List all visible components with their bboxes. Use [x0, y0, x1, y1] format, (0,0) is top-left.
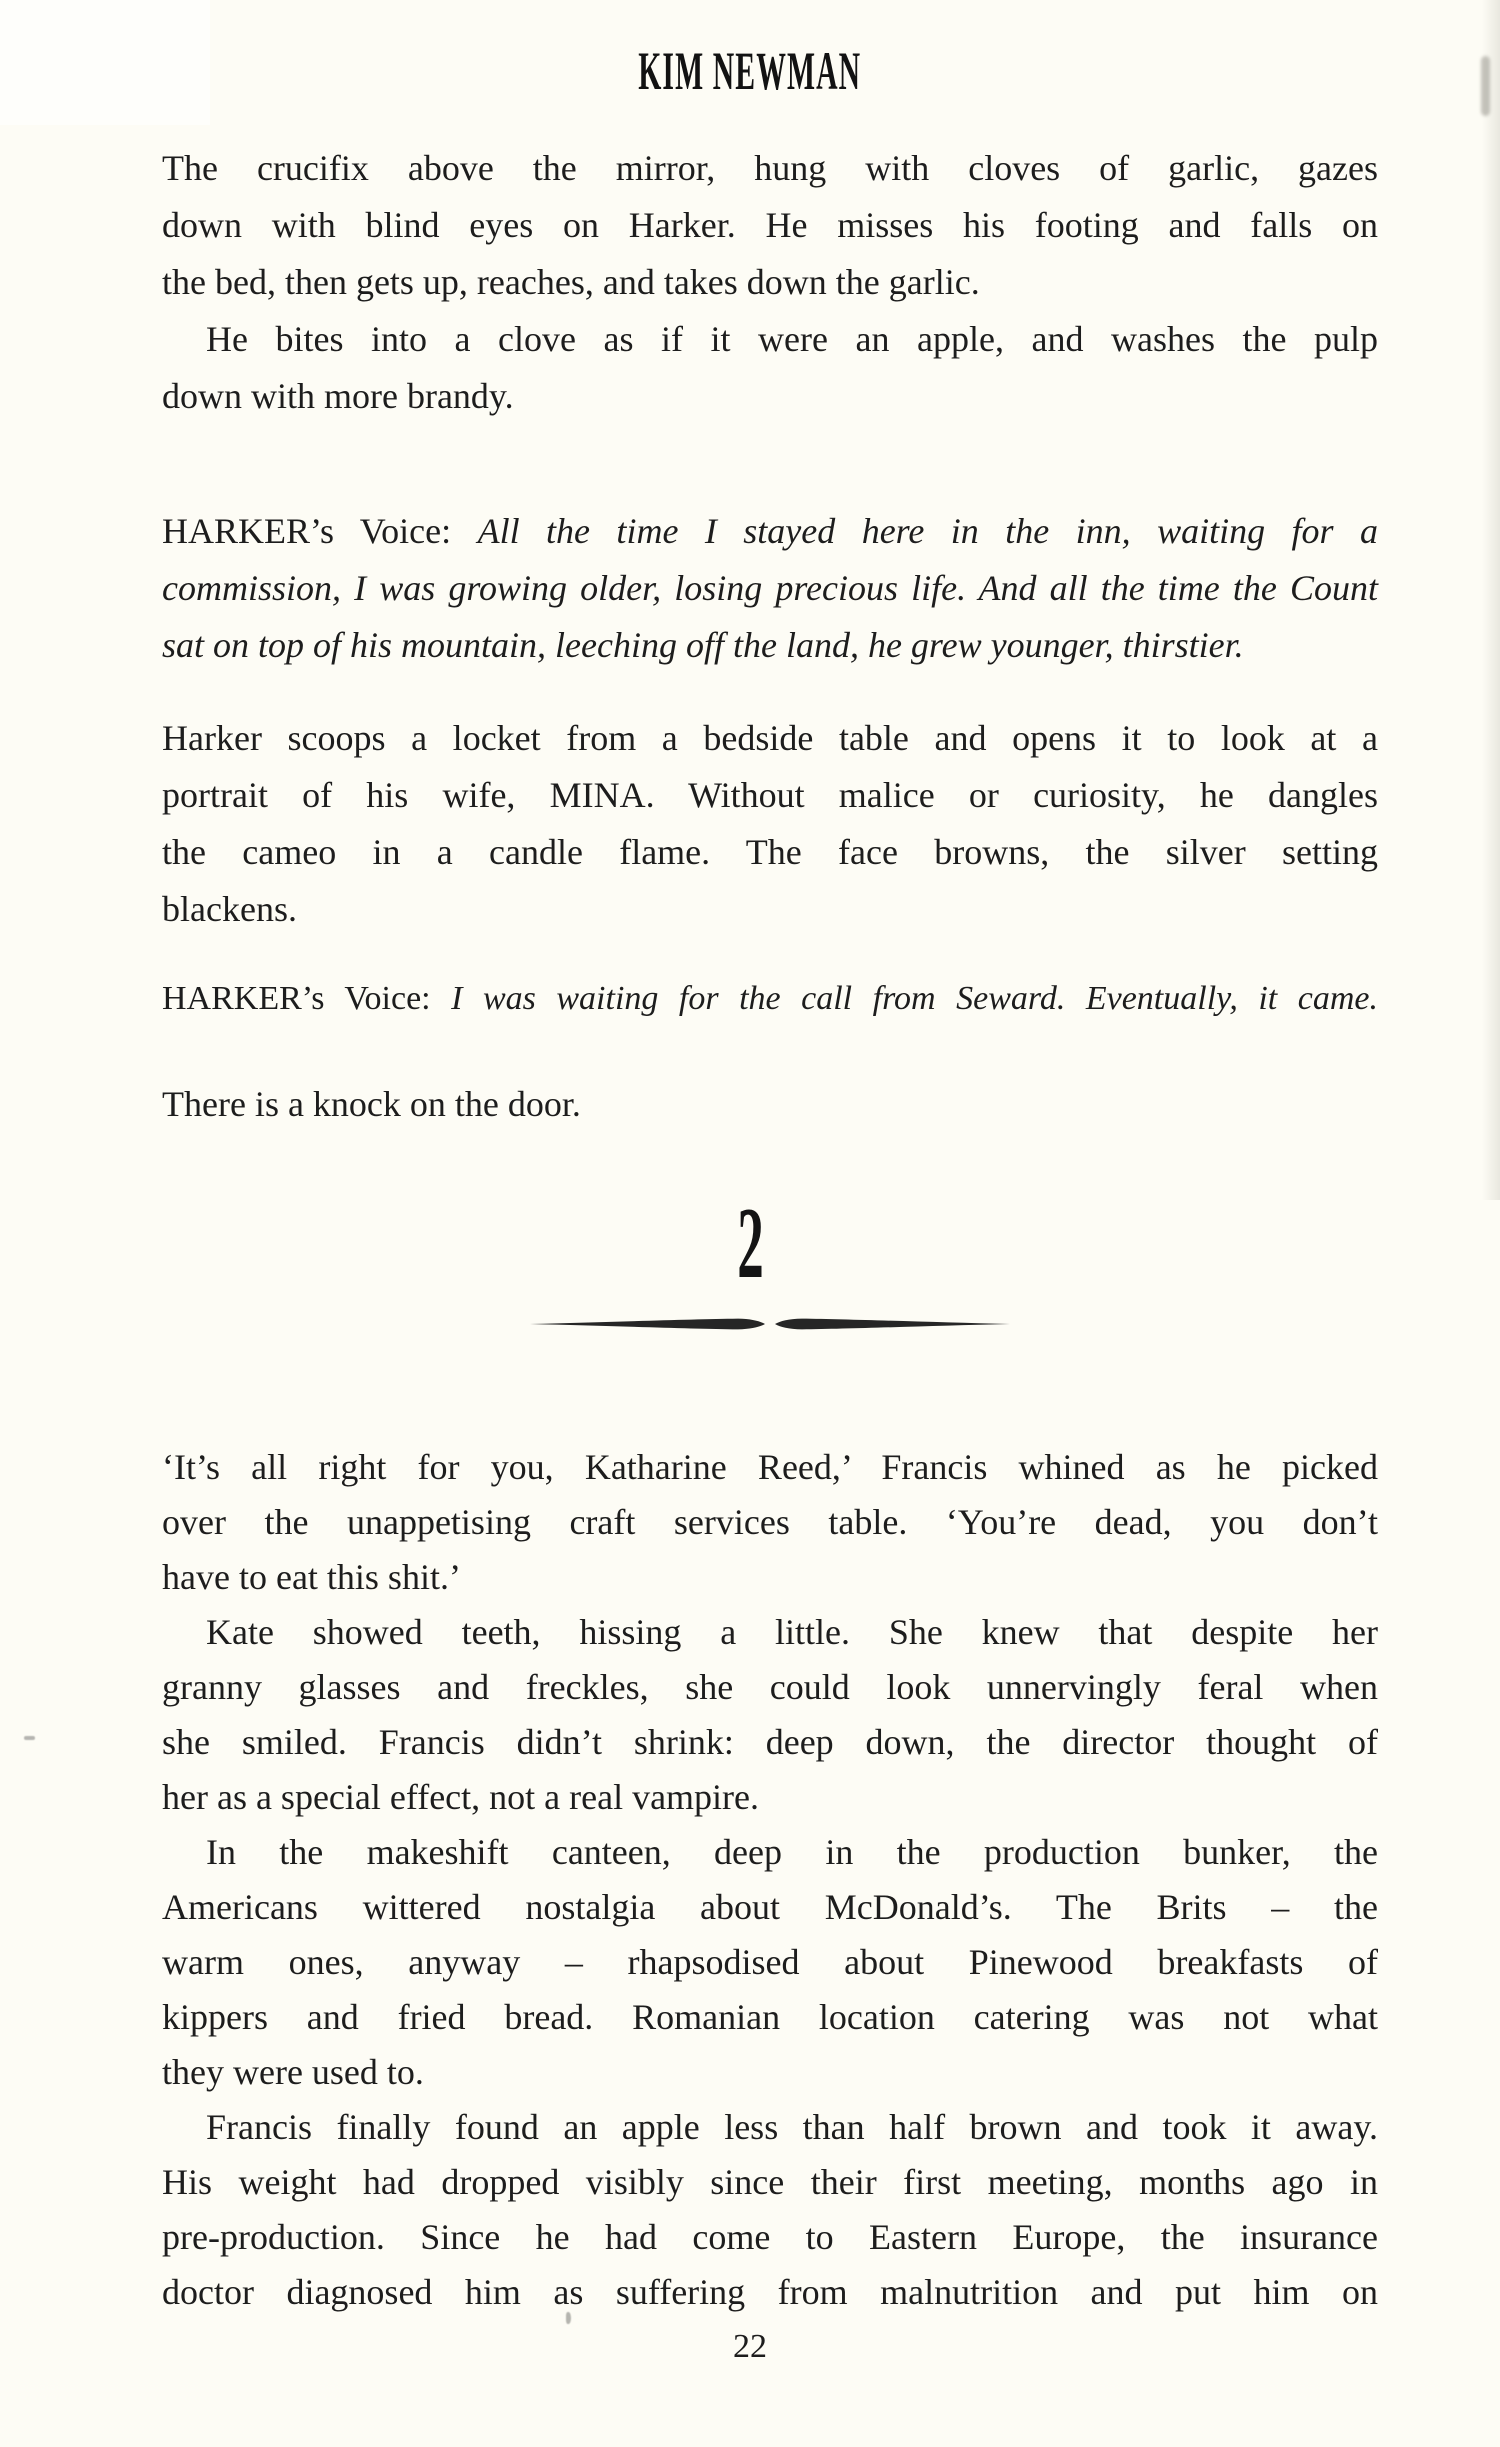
body-text: Americans wittered nostalgia about McDonald’s. The Brits – the — [162, 1887, 1378, 1927]
paragraph-block-knock-line — [162, 1076, 1378, 1133]
body-text: blackens. — [162, 889, 297, 929]
body-text: the cameo in a candle flame. The face browns, the silver setting — [162, 832, 1378, 872]
text-line — [162, 1990, 1378, 2045]
text-line — [162, 560, 1378, 617]
page-footer — [0, 2328, 1500, 2366]
body-text: pre-production. Since he had come to Eastern Europe, the insurance — [162, 2217, 1378, 2257]
text-line — [162, 970, 1378, 1027]
body-text: Kate showed teeth, hissing a little. She knew that despite her — [206, 1612, 1378, 1652]
text-line — [162, 2045, 1378, 2100]
text-line — [162, 2210, 1378, 2265]
text-line — [162, 2100, 1378, 2155]
scan-edge-shadow — [1482, 0, 1500, 1200]
text-line — [162, 767, 1378, 824]
body-text: they were used to. — [162, 2052, 424, 2092]
page-number: 22 — [733, 2328, 767, 2365]
body-text: down with more brandy. — [162, 376, 514, 416]
text-line — [162, 503, 1378, 560]
scan-artifact-dash — [24, 1736, 35, 1740]
voiceover-italic-text: sat on top of his mountain, leeching off the land, he grew younger, thirstier. — [162, 625, 1244, 665]
body-text: doctor diagnosed him as suffering from malnutrition and put him on — [162, 2272, 1378, 2312]
text-line — [162, 710, 1378, 767]
body-text: Harker scoops a locket from a bedside table and opens it to look at a — [162, 718, 1378, 758]
text-line — [162, 1550, 1378, 1605]
body-text: kippers and fried bread. Romanian location catering was not what — [162, 1997, 1378, 2037]
text-line — [162, 1770, 1378, 1825]
voiceover-italic-text: I was waiting for the call from Seward. Eventually, it came. — [451, 980, 1379, 1017]
text-line — [162, 2155, 1378, 2210]
chapter-number: 2 — [736, 1187, 764, 1300]
body-text: down with blind eyes on Harker. He misses his footing and falls on — [162, 205, 1378, 245]
text-line — [162, 140, 1378, 197]
voiceover-italic-text: All the time I stayed here in the inn, waiting for a — [477, 511, 1379, 551]
body-text: He bites into a clove as if it were an apple, and washes the pulp — [206, 319, 1378, 359]
text-line — [162, 1605, 1378, 1660]
text-line — [162, 1825, 1378, 1880]
body-text: the bed, then gets up, reaches, and takes down the garlic. — [162, 262, 980, 302]
text-line — [162, 1715, 1378, 1770]
text-line — [162, 881, 1378, 938]
paragraph-block-harker-voiceover-2 — [162, 970, 1378, 1027]
body-text: Francis finally found an apple less than half brown and took it away. — [206, 2107, 1378, 2147]
text-line — [162, 1495, 1378, 1550]
text-line — [162, 311, 1378, 368]
text-line — [162, 824, 1378, 881]
paragraph-block-opening-scene — [162, 140, 1378, 425]
body-text: In the makeshift canteen, deep in the production bunker, the — [206, 1832, 1378, 1872]
body-text: The crucifix above the mirror, hung with cloves of garlic, gazes — [162, 148, 1378, 188]
body-text: granny glasses and freckles, she could look unnervingly feral when — [162, 1667, 1378, 1707]
divider-left-spindle — [530, 1319, 765, 1330]
body-text: have to eat this shit.’ — [162, 1557, 461, 1597]
text-line — [162, 197, 1378, 254]
text-line — [162, 1935, 1378, 1990]
text-line — [162, 368, 1378, 425]
body-text: HARKER’s Voice: — [162, 980, 452, 1017]
text-line — [162, 2265, 1378, 2320]
body-text: There is a knock on the door. — [162, 1084, 581, 1124]
chapter-heading — [0, 1187, 1500, 1309]
body-text: portrait of his wife, MINA. Without malice or curiosity, he dangles — [162, 775, 1378, 815]
body-text: over the unappetising craft services table. ‘You’re dead, you don’t — [162, 1502, 1378, 1542]
text-line — [162, 1660, 1378, 1715]
text-line — [162, 254, 1378, 311]
text-line — [162, 1880, 1378, 1935]
running-header — [0, 40, 1500, 102]
body-text: her as a special effect, not a real vampire. — [162, 1777, 760, 1817]
paragraph-block-harker-voiceover-1 — [162, 503, 1378, 674]
body-text: ‘It’s all right for you, Katharine Reed,’ Francis whined as he picked — [162, 1447, 1378, 1487]
body-text: warm ones, anyway – rhapsodised about Pinewood breakfasts of — [162, 1942, 1378, 1982]
voiceover-italic-text: commission, I was growing older, losing precious life. And all the time the Count — [162, 568, 1378, 608]
section-divider-ornament — [528, 1314, 1012, 1334]
body-text: His weight had dropped visibly since their first meeting, months ago in — [162, 2162, 1378, 2202]
text-line — [162, 1076, 1378, 1133]
text-line — [162, 617, 1378, 674]
paragraph-block-canteen-scene — [162, 1440, 1378, 2320]
author-name-header: KIM NEWMAN — [638, 41, 862, 101]
text-line — [162, 1440, 1378, 1495]
body-text: HARKER’s Voice: — [162, 511, 478, 551]
body-text: she smiled. Francis didn’t shrink: deep down, the director thought of — [162, 1722, 1378, 1762]
divider-right-spindle — [775, 1319, 1010, 1330]
paragraph-block-locket-scene — [162, 710, 1378, 938]
